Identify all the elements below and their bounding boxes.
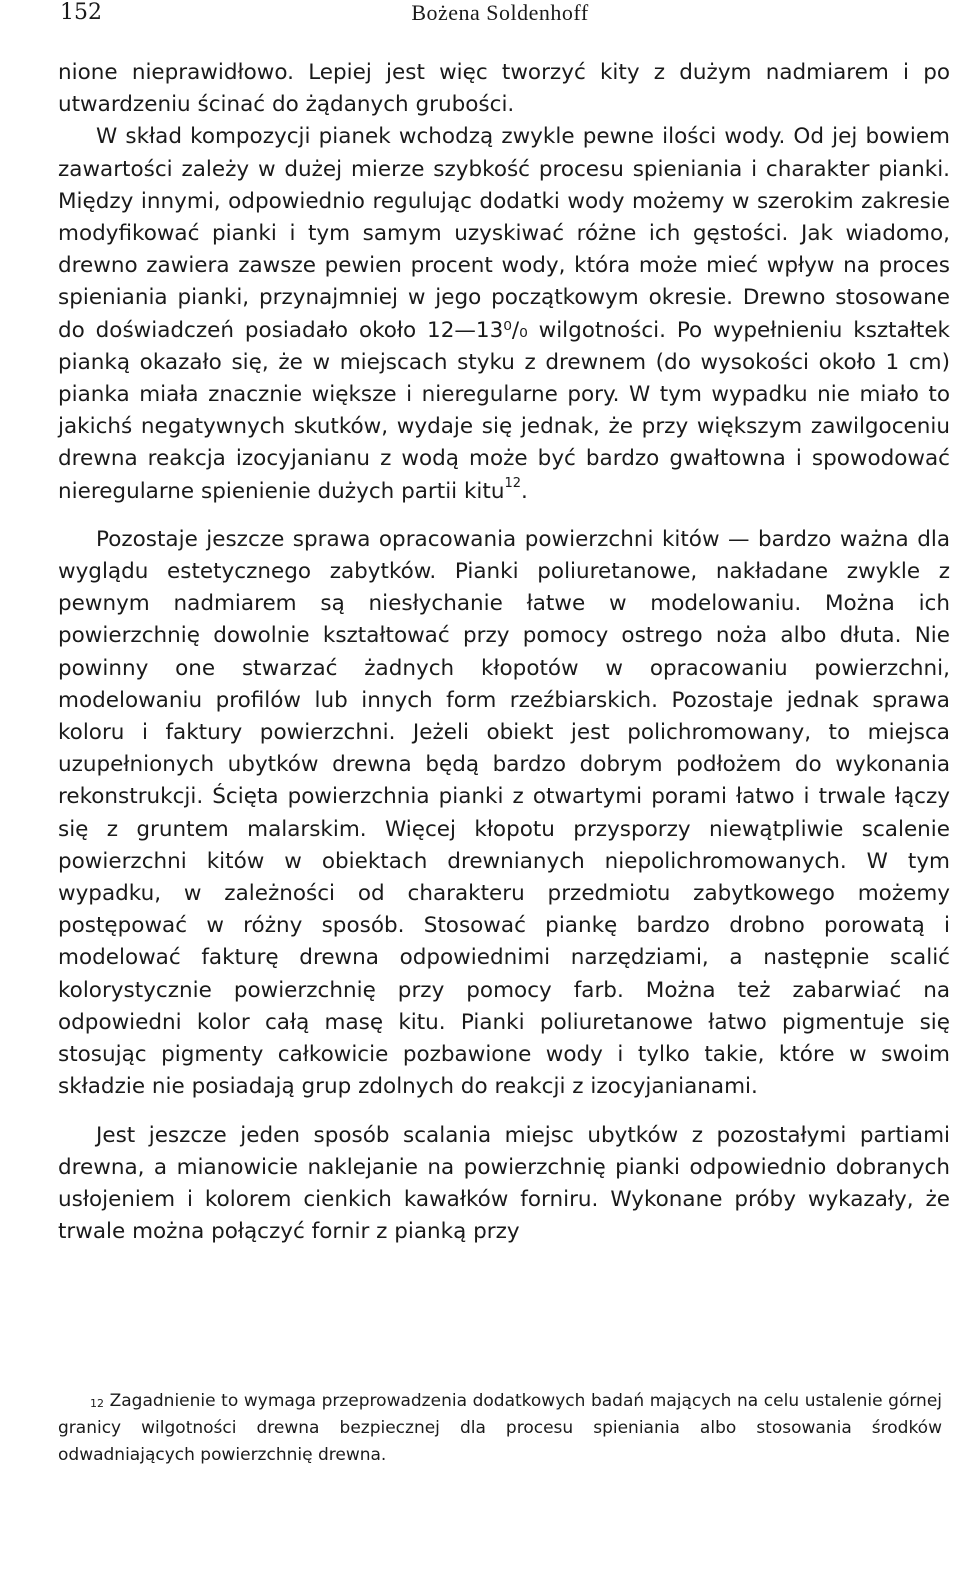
footnote — [58, 1388, 942, 1469]
paragraph — [58, 1120, 950, 1249]
paragraph-text: W skład kompozycji pianek wchodzą zwykle pewne ilości wody. Od jej bowiem zawartości zależy w dużej mierze szybkość procesu spieniania i charakter pianki. Między innymi, odpowiednio regulując dodatki wody możemy w szerokim zakresie modyfikować pianki i tym samym uzyskiwać różne ich gęstości. Jak wiadomo, drewno zawiera zawsze pewien procent wody, która może mieć wpływ na proces spieniania pianki, przynajmniej w jego początkowym okresie. Drewno stosowane do doświadczeń posiadało około 12—13⁰/₀ wilgotności. Po wypełnieniu kształtek pianką okazało się, że w miejscach styku z drewnem (do wysokości około 1 cm) pianka miała znacznie większe i nieregularne pory. W tym wypadku nie miało to jakichś negatywnych skutków, wydaje się jednak, że przy większym zawilgoceniu drewna reakcja izocyjanianu z wodą może być bardzo gwałtowna i spowodować nieregularne spienienie dużych partii kitu — [58, 124, 950, 504]
footnote-number: 12 — [90, 1397, 104, 1410]
paragraph-end-punctuation: . — [521, 478, 528, 504]
footnote-text: Zagadnienie to wymaga przeprowadzenia dodatkowych badań mających na celu ustalenie górnej granicy wilgotności drewna bezpiecznej dla procesu spieniania albo stosowania środków odwadniających powierzchnię drewna. — [58, 1391, 942, 1465]
paragraph-text: Jest jeszcze jeden sposób scalania miejsc ubytków z pozostałymi partiami drewna, a mianowicie naklejanie na powierzchnię pianki odpowiednio dobranych usłojeniem i kolorem cienkich kawałków forniru. Wykonane próby wykazały, że trwale można połączyć fornir z pianką przy — [58, 1122, 950, 1245]
paragraph — [58, 57, 950, 121]
running-head: Bożena Soldenhoff — [411, 0, 589, 25]
footnotes — [58, 1388, 942, 1469]
page-header — [60, 0, 940, 28]
paragraph — [58, 524, 950, 1104]
footnote-reference[interactable]: 12 — [504, 475, 521, 491]
paragraph-text: Pozostaje jeszcze sprawa opracowania powierzchni kitów — bardzo ważna dla wyglądu estetycznego zabytków. Pianki poliuretanowe, nakładane zwykle z pewnym nadmiarem są niesłychanie łatwe w modelowaniu. Można ich powierzchnię dowolnie kształtować przy pomocy ostrego noża albo dłuta. Nie powinny one stwarzać żadnych kłopotów w opracowaniu powierzchni, modelowaniu profilów lub innych form rzeźbiarskich. Pozostaje jednak sprawa koloru i faktury powierzchni. Jeżeli obiekt jest polichromowany, to miejsca uzupełnionych ubytków drewna będą bardzo dobrym podłożem do wykonania rekonstrukcji. Ścięta powierzchnia pianki z otwartymi porami łatwo i trwale łączy się z gruntem malarskim. Więcej kłopotu przysporzy niewątpliwie scalenie powierzchni kitów w obiektach drewnianych niepolichromowanych. W tym wypadku, w zależności od charakteru przedmiotu zabytkowego możemy postępować w różny sposób. Stosować piankę bardzo drobno porowatą i modelować fakturę drewna odpowiednimi narzędziami, a następnie scalić kolorystycznie powierzchnię przy pomocy farb. Można też zabarwiać na odpowiedni kolor całą masę kitu. Pianki poliuretanowe łatwo pigmentuje się stosując pigmenty całkowicie pozbawione wody i tylko takie, które w swoim składzie nie posiadają grup zdolnych do reakcji z izocyjanianami. — [58, 526, 950, 1100]
body-text — [58, 57, 950, 1248]
page-number: 152 — [60, 0, 102, 25]
paragraph — [58, 121, 950, 507]
paragraph-text: nione nieprawidłowo. Lepiej jest więc tworzyć kity z dużym nadmiarem i po utwardzeniu ścinać do żądanych grubości. — [58, 60, 950, 118]
